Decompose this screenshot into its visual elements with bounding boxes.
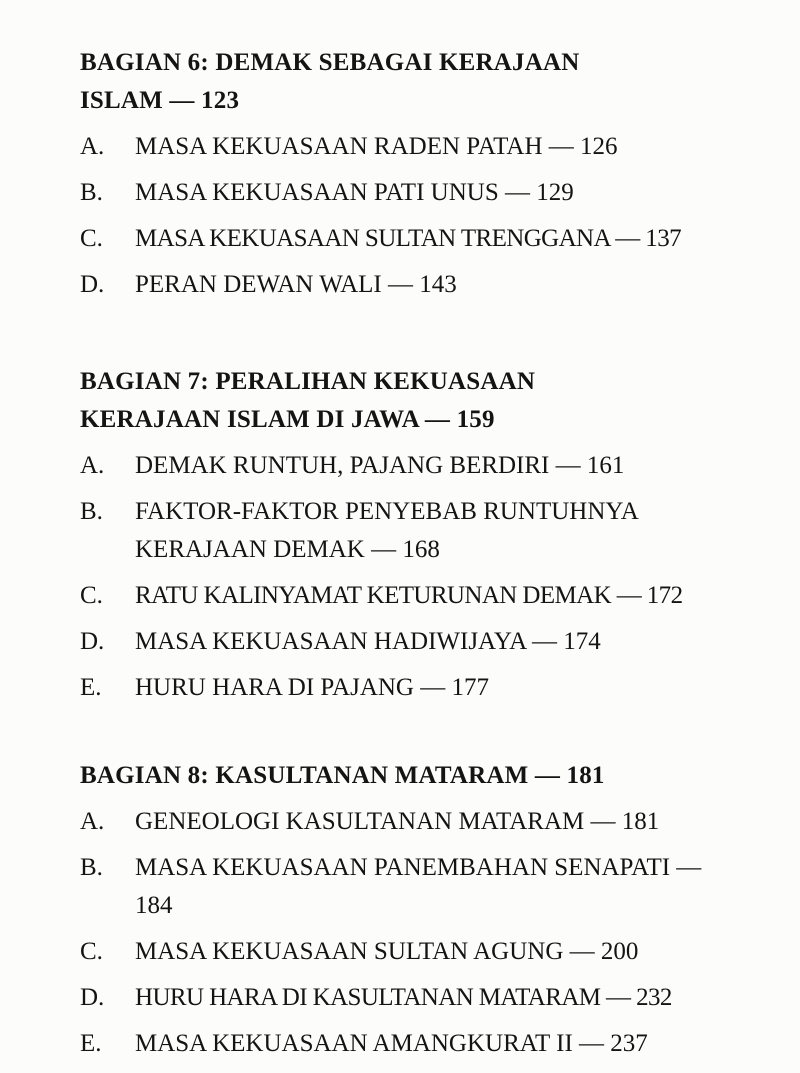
entry-letter: A.: [80, 133, 105, 160]
toc-section-bagian-7: [80, 363, 740, 707]
entry-title: GENEOLOGI KASULTANAN MATARAM — 181: [135, 808, 660, 835]
entry-letter: A.: [80, 452, 105, 479]
entry-title: PERAN DEWAN WALI — 143: [135, 271, 457, 298]
entry-letter: B.: [80, 179, 103, 206]
toc-entry: [80, 669, 740, 707]
entry-letter: B.: [80, 498, 103, 525]
section-heading: BAGIAN 6: DEMAK SEBAGAI KERAJAAN ISLAM — 123: [80, 49, 580, 114]
toc-entry: [80, 933, 740, 971]
entry-title: RATU KALINYAMAT KETURUNAN DEMAK — 172: [135, 582, 683, 609]
section-heading: BAGIAN 7: PERALIHAN KEKUASAAN KERAJAAN ISLAM DI JAWA — 159: [80, 368, 536, 433]
toc-entry: [80, 447, 740, 485]
entry-title: MASA KEKUASAAN SULTAN AGUNG — 200: [135, 938, 639, 965]
entry-title: DEMAK RUNTUH, PAJANG BERDIRI — 161: [135, 452, 625, 479]
entry-letter: C.: [80, 582, 103, 609]
toc-section-bagian-6: [80, 44, 740, 304]
entry-title: MASA KEKUASAAN SULTAN TRENGGANA — 137: [135, 225, 681, 252]
entry-title: MASA KEKUASAAN RADEN PATAH — 126: [135, 133, 618, 160]
entry-title: FAKTOR-FAKTOR PENYEBAB RUNTUHNYA KERAJAAN DEMAK — 168: [135, 498, 638, 563]
section-heading: BAGIAN 8: KASULTANAN MATARAM — 181: [80, 762, 605, 789]
entry-title: HURU HARA DI KASULTANAN MATARAM — 232: [135, 984, 672, 1011]
toc-entry: [80, 577, 740, 615]
entry-letter: C.: [80, 938, 103, 965]
entry-title: MASA KEKUASAAN PANEMBAHAN SENAPATI — 184: [135, 854, 702, 919]
entry-letter: D.: [80, 271, 105, 298]
entry-letter: E.: [80, 1030, 102, 1057]
toc-entry: [80, 979, 740, 1017]
entry-title: HURU HARA DI PAJANG — 177: [135, 674, 489, 701]
entry-letter: B.: [80, 854, 103, 881]
toc-entry: [80, 849, 740, 925]
entry-letter: A.: [80, 808, 105, 835]
entry-title: MASA KEKUASAAN HADIWIJAYA — 174: [135, 628, 601, 655]
toc-entry: [80, 803, 740, 841]
entry-letter: E.: [80, 674, 102, 701]
toc-section-bagian-8: [80, 757, 740, 1063]
toc-entry: [80, 1025, 740, 1063]
toc-entry: [80, 128, 740, 166]
entry-letter: C.: [80, 225, 103, 252]
entry-title: MASA KEKUASAAN AMANGKURAT II — 237: [135, 1030, 648, 1057]
entry-title: MASA KEKUASAAN PATI UNUS — 129: [135, 179, 574, 206]
toc-entry: [80, 174, 740, 212]
entry-letter: D.: [80, 628, 105, 655]
toc-entry: [80, 266, 740, 304]
toc-entry: [80, 623, 740, 661]
toc-entry: [80, 220, 740, 258]
entry-letter: D.: [80, 984, 105, 1011]
toc-entry: [80, 493, 740, 569]
